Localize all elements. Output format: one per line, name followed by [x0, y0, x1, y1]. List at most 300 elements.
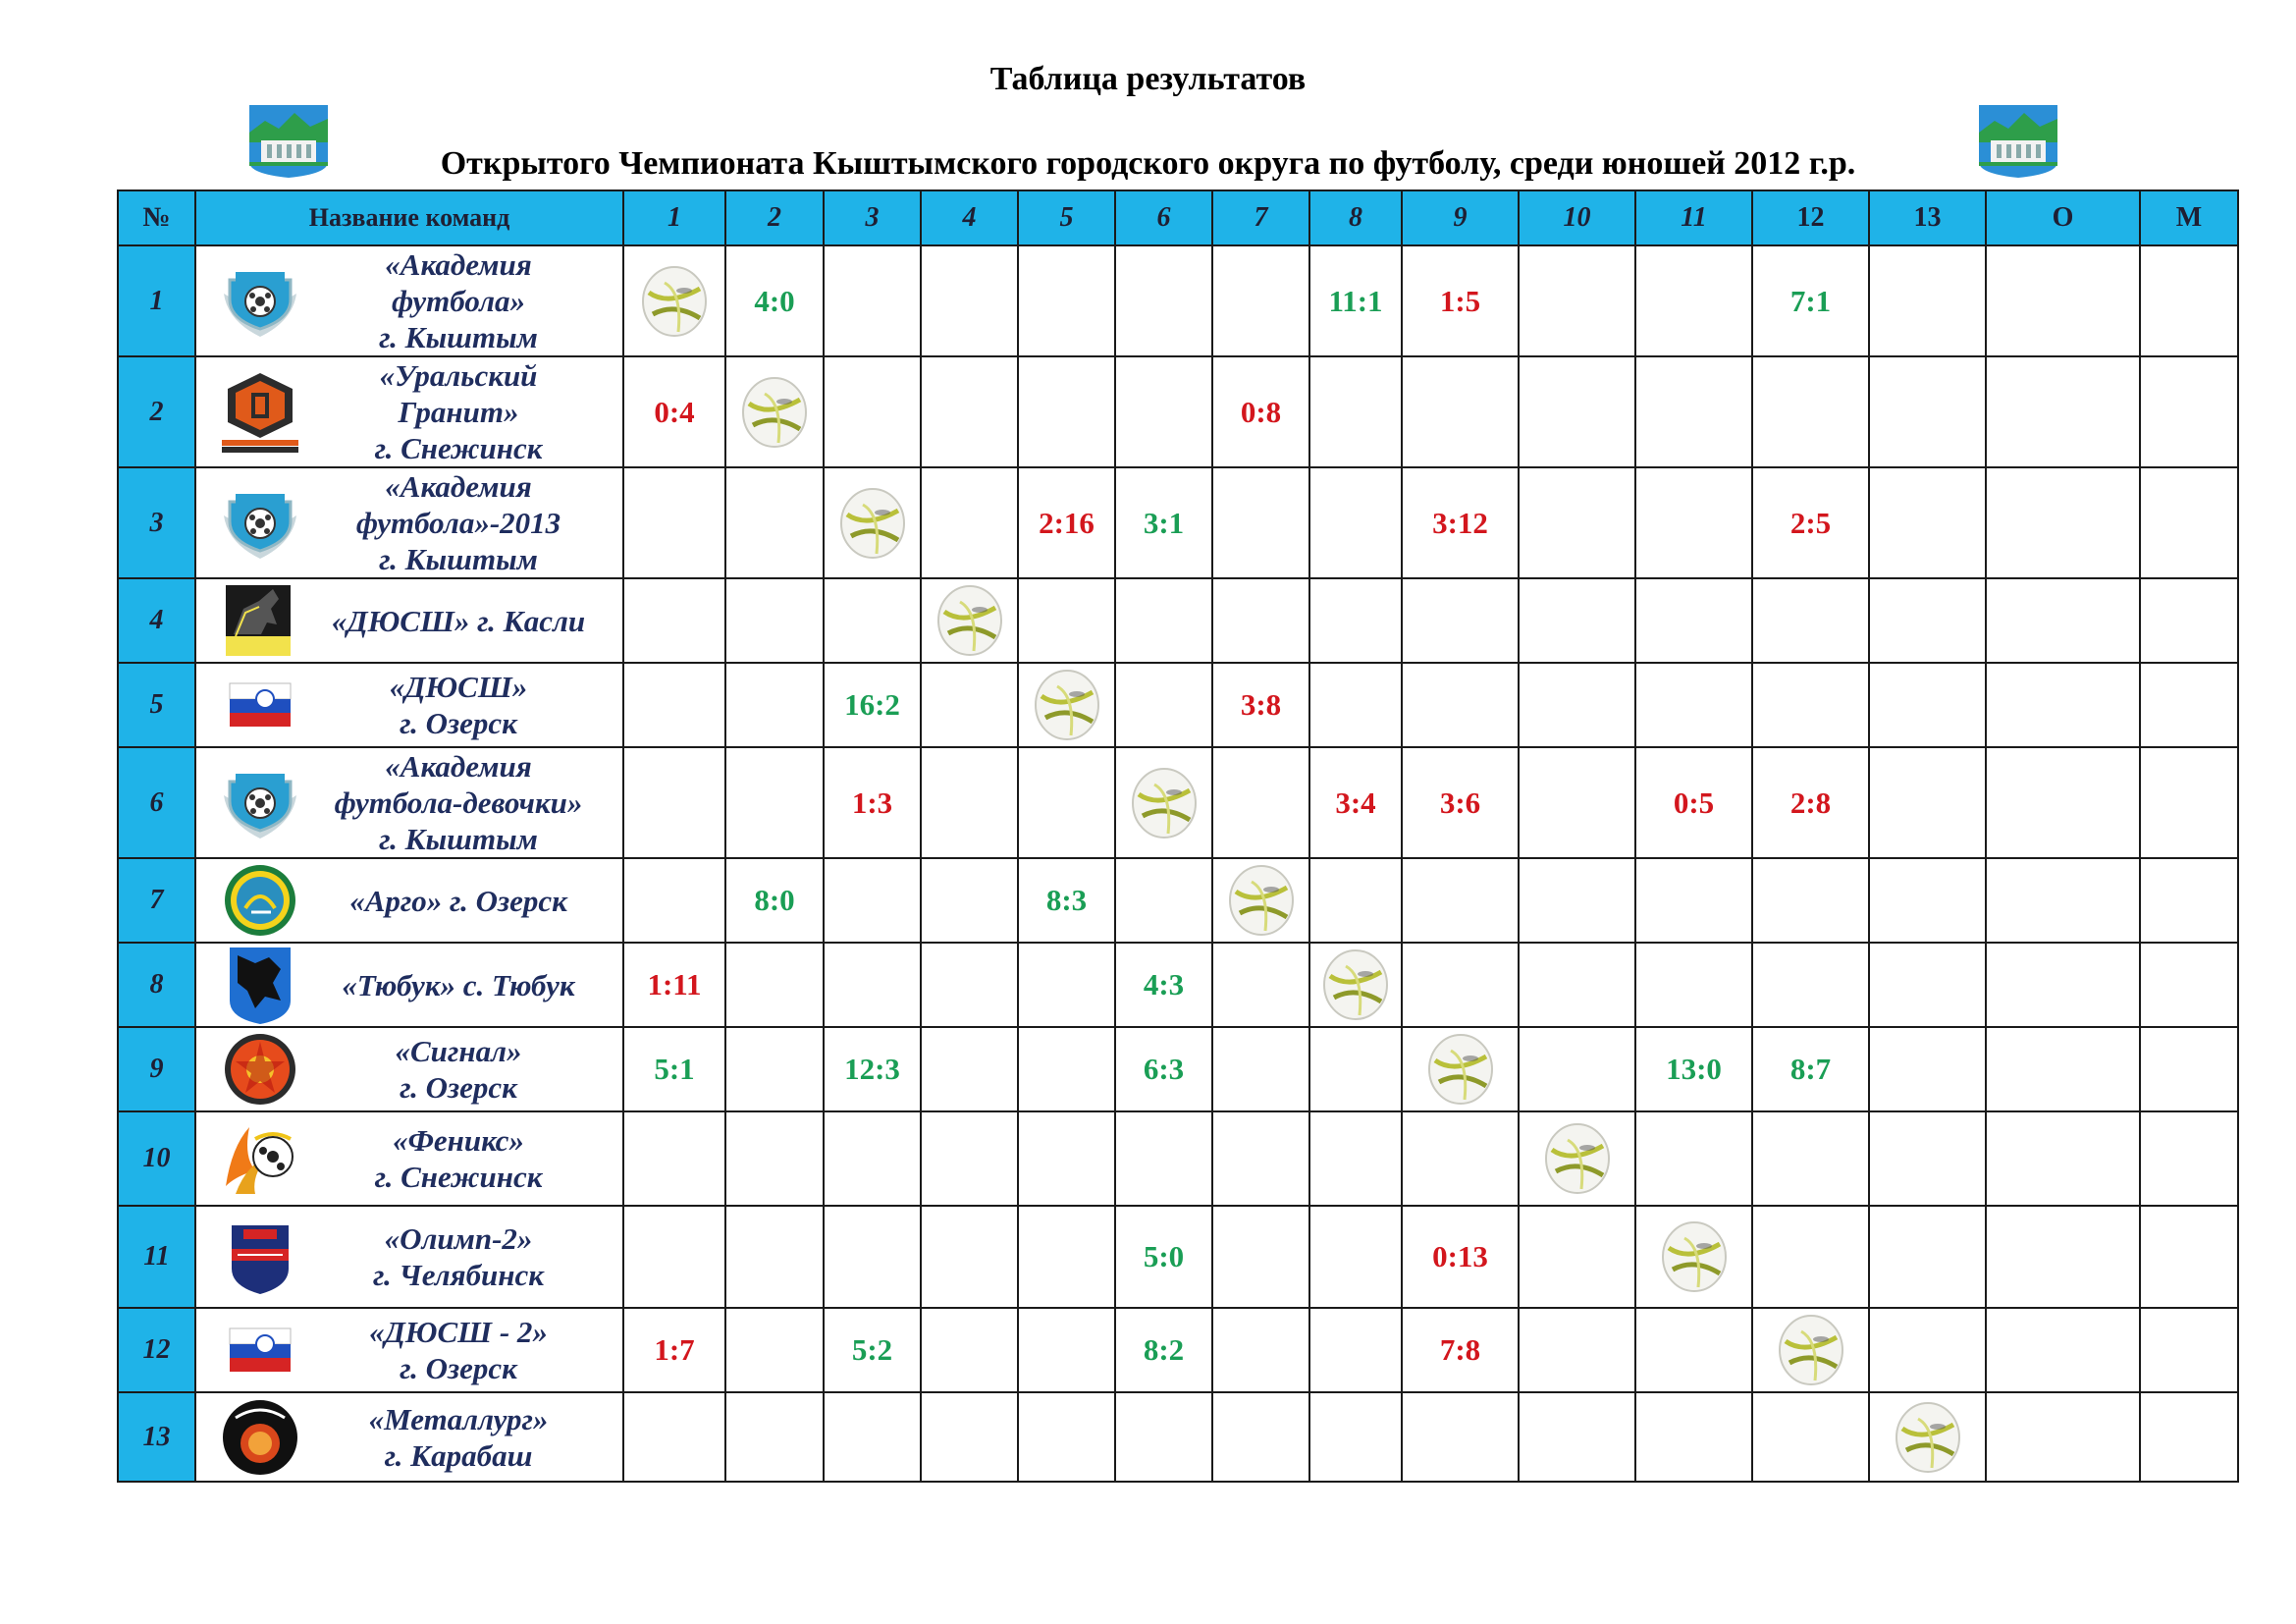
place-cell [2140, 467, 2238, 578]
row-number: 5 [118, 663, 195, 747]
team-cell [195, 1206, 623, 1308]
score-cell: 0:5 [1635, 747, 1752, 858]
score-cell: 7:1 [1752, 245, 1869, 356]
team-name-line: «Академия [385, 469, 532, 504]
kasli-logo-icon [216, 579, 304, 662]
table-row [118, 747, 2238, 858]
header-col: 10 [1519, 190, 1635, 245]
header-points: О [1986, 190, 2140, 245]
score-cell [1309, 467, 1402, 578]
score-cell [1519, 245, 1635, 356]
score-cell: 8:7 [1752, 1027, 1869, 1111]
points-cell [1986, 663, 2140, 747]
score-cell [1402, 1111, 1519, 1206]
team-name [304, 246, 622, 355]
team-cell [195, 1111, 623, 1206]
score-cell: 8:3 [1018, 858, 1115, 943]
place-cell [2140, 1308, 2238, 1392]
score-cell [1018, 1111, 1115, 1206]
team-name [304, 1314, 622, 1386]
score-cell [824, 1206, 921, 1308]
score-cell [921, 245, 1018, 356]
score-cell [1115, 1392, 1212, 1482]
team-name-line: «Академия [385, 749, 532, 784]
team-name [304, 748, 622, 857]
score-cell [1519, 943, 1635, 1027]
score-cell [1115, 245, 1212, 356]
team-name-line: г. Снежинск [374, 431, 543, 465]
score-cell [1402, 943, 1519, 1027]
score-cell: 5:1 [623, 1027, 725, 1111]
score-cell [1309, 1027, 1402, 1111]
team-name [304, 1220, 622, 1293]
table-row [118, 663, 2238, 747]
score-cell [1018, 1308, 1115, 1392]
header-col: 12 [1752, 190, 1869, 245]
football-ball-icon [1212, 858, 1309, 943]
team-name-line: г. Карабаш [384, 1437, 533, 1473]
football-ball-icon [1115, 747, 1212, 858]
score-cell: 3:1 [1115, 467, 1212, 578]
score-cell [1869, 1027, 1986, 1111]
table-row [118, 1206, 2238, 1308]
score-cell [1752, 1392, 1869, 1482]
score-cell [1752, 356, 1869, 467]
score-cell [824, 356, 921, 467]
row-number: 2 [118, 356, 195, 467]
row-number: 7 [118, 858, 195, 943]
score-cell [1635, 943, 1752, 1027]
score-cell [623, 467, 725, 578]
points-cell [1986, 1027, 2140, 1111]
signal-logo-icon [216, 1028, 304, 1110]
table-row [118, 1392, 2238, 1482]
score-cell [824, 858, 921, 943]
row-number: 3 [118, 467, 195, 578]
points-cell [1986, 1111, 2140, 1206]
score-cell [1869, 356, 1986, 467]
results-table [117, 189, 2239, 1483]
team-name-line: Гранит» [398, 395, 519, 429]
header-col: 4 [921, 190, 1018, 245]
place-cell [2140, 1027, 2238, 1111]
score-cell [1212, 1111, 1309, 1206]
score-cell [623, 1111, 725, 1206]
score-cell [725, 1027, 824, 1111]
score-cell [1519, 663, 1635, 747]
score-cell [1018, 245, 1115, 356]
team-name [304, 468, 622, 577]
place-cell [2140, 663, 2238, 747]
score-cell: 3:8 [1212, 663, 1309, 747]
table-row [118, 578, 2238, 663]
place-cell [2140, 1206, 2238, 1308]
score-cell: 0:8 [1212, 356, 1309, 467]
score-cell [1519, 1206, 1635, 1308]
header-col: 3 [824, 190, 921, 245]
team-cell [195, 858, 623, 943]
team-name-line: «Академия [385, 247, 532, 282]
score-cell: 4:3 [1115, 943, 1212, 1027]
feniks-logo-icon [216, 1117, 304, 1200]
akademiya-logo-icon [216, 482, 304, 565]
row-number: 9 [118, 1027, 195, 1111]
team-name [304, 883, 622, 919]
header-col: 2 [725, 190, 824, 245]
score-cell [1212, 747, 1309, 858]
team-name-line: г. Снежинск [374, 1160, 543, 1194]
score-cell [1519, 1027, 1635, 1111]
score-cell [921, 858, 1018, 943]
team-cell [195, 1392, 623, 1482]
score-cell [1869, 943, 1986, 1027]
row-number: 13 [118, 1392, 195, 1482]
score-cell [1115, 1111, 1212, 1206]
team-name-line: г. Кыштым [379, 542, 538, 576]
football-ball-icon [1018, 663, 1115, 747]
team-name-line: г. Челябинск [373, 1258, 544, 1292]
row-number: 4 [118, 578, 195, 663]
score-cell [623, 858, 725, 943]
team-name-line: «Сигнал» [395, 1034, 522, 1068]
row-number: 11 [118, 1206, 195, 1308]
team-name-line: «ДЮСШ» [389, 670, 528, 704]
team-name-line: г. Кыштым [379, 822, 538, 856]
score-cell [725, 1392, 824, 1482]
score-cell: 1:11 [623, 943, 725, 1027]
score-cell [725, 943, 824, 1027]
score-cell [1869, 858, 1986, 943]
header-col: 8 [1309, 190, 1402, 245]
points-cell [1986, 1206, 2140, 1308]
score-cell [921, 1206, 1018, 1308]
score-cell: 2:8 [1752, 747, 1869, 858]
score-cell: 1:3 [824, 747, 921, 858]
score-cell: 8:2 [1115, 1308, 1212, 1392]
points-cell [1986, 356, 2140, 467]
score-cell [1309, 1206, 1402, 1308]
score-cell [1309, 663, 1402, 747]
place-cell [2140, 578, 2238, 663]
score-cell [1212, 245, 1309, 356]
header-col: 11 [1635, 190, 1752, 245]
team-name-line: «Уральский [379, 358, 538, 393]
score-cell [1115, 356, 1212, 467]
score-cell [1635, 578, 1752, 663]
score-cell [921, 1392, 1018, 1482]
score-cell [1402, 663, 1519, 747]
score-cell [1212, 1027, 1309, 1111]
score-cell: 3:4 [1309, 747, 1402, 858]
score-cell [725, 1111, 824, 1206]
score-cell: 0:4 [623, 356, 725, 467]
team-name [304, 603, 622, 639]
table-header-row [118, 190, 2238, 245]
football-ball-icon [1752, 1308, 1869, 1392]
score-cell [921, 1027, 1018, 1111]
points-cell [1986, 578, 2140, 663]
tyubuk-logo-icon [216, 944, 304, 1026]
team-name [304, 1122, 622, 1195]
football-ball-icon [824, 467, 921, 578]
score-cell [1752, 1206, 1869, 1308]
place-cell [2140, 1111, 2238, 1206]
football-ball-icon [1402, 1027, 1519, 1111]
football-ball-icon [1519, 1111, 1635, 1206]
akademiya-logo-icon [216, 762, 304, 844]
football-ball-icon [921, 578, 1018, 663]
score-cell: 2:16 [1018, 467, 1115, 578]
score-cell [725, 1308, 824, 1392]
team-name-line: «ДЮСШ» г. Касли [331, 603, 586, 638]
score-cell [725, 1206, 824, 1308]
score-cell: 6:3 [1115, 1027, 1212, 1111]
score-cell [725, 578, 824, 663]
score-cell: 2:5 [1752, 467, 1869, 578]
score-cell [1402, 578, 1519, 663]
score-cell [1018, 1392, 1115, 1482]
team-name-line: «ДЮСШ - 2» [369, 1315, 548, 1349]
team-name-line: футбола-девочки» [334, 785, 583, 820]
table-row [118, 858, 2238, 943]
score-cell [1635, 356, 1752, 467]
points-cell [1986, 943, 2140, 1027]
score-cell [1869, 663, 1986, 747]
score-cell: 0:13 [1402, 1206, 1519, 1308]
akademiya-logo-icon [216, 260, 304, 343]
table-body [118, 245, 2238, 1482]
team-name-line: «Феникс» [393, 1123, 524, 1158]
score-cell [725, 663, 824, 747]
football-ball-icon [1309, 943, 1402, 1027]
place-cell [2140, 858, 2238, 943]
score-cell [1402, 858, 1519, 943]
team-name-line: г. Озерск [400, 1351, 517, 1385]
score-cell [1115, 663, 1212, 747]
argo-logo-icon [216, 859, 304, 942]
score-cell [1402, 1392, 1519, 1482]
score-cell [921, 663, 1018, 747]
score-cell: 1:7 [623, 1308, 725, 1392]
score-cell [1018, 1027, 1115, 1111]
place-cell [2140, 1392, 2238, 1482]
score-cell: 5:2 [824, 1308, 921, 1392]
score-cell [1212, 943, 1309, 1027]
team-name-line: г. Озерск [400, 706, 517, 740]
team-cell [195, 1027, 623, 1111]
football-ball-icon [1635, 1206, 1752, 1308]
score-cell [725, 467, 824, 578]
team-cell [195, 1308, 623, 1392]
score-cell [1752, 1111, 1869, 1206]
table-row [118, 943, 2238, 1027]
score-cell [1018, 747, 1115, 858]
team-cell [195, 356, 623, 467]
score-cell [824, 1111, 921, 1206]
team-name-line: г. Кыштым [379, 320, 538, 354]
table-row [118, 467, 2238, 578]
score-cell [1519, 1392, 1635, 1482]
score-cell: 11:1 [1309, 245, 1402, 356]
table-row [118, 1027, 2238, 1111]
team-name-line: «Арго» г. Озерск [349, 883, 567, 918]
score-cell [1752, 663, 1869, 747]
score-cell [1309, 578, 1402, 663]
team-name-line: «Тюбук» с. Тюбук [342, 967, 575, 1002]
score-cell [725, 747, 824, 858]
table-row [118, 245, 2238, 356]
score-cell [1212, 1392, 1309, 1482]
score-cell [1115, 858, 1212, 943]
score-cell: 12:3 [824, 1027, 921, 1111]
score-cell [921, 356, 1018, 467]
score-cell [1115, 578, 1212, 663]
score-cell [1869, 578, 1986, 663]
score-cell [1519, 356, 1635, 467]
score-cell [1635, 1111, 1752, 1206]
score-cell: 8:0 [725, 858, 824, 943]
score-cell [1212, 467, 1309, 578]
score-cell [824, 1392, 921, 1482]
team-name-line: футбола»-2013 [355, 506, 561, 540]
score-cell [1635, 245, 1752, 356]
score-cell [824, 943, 921, 1027]
page-title: Таблица результатов [989, 61, 1307, 97]
football-ball-icon [1869, 1392, 1986, 1482]
score-cell [824, 578, 921, 663]
row-number: 1 [118, 245, 195, 356]
ozersk-flag-logo-icon [216, 664, 304, 746]
team-cell [195, 663, 623, 747]
score-cell [1519, 1308, 1635, 1392]
score-cell [921, 943, 1018, 1027]
olimp-logo-icon [216, 1216, 304, 1298]
score-cell [1212, 1206, 1309, 1308]
score-cell [1519, 858, 1635, 943]
score-cell [1018, 356, 1115, 467]
points-cell [1986, 747, 2140, 858]
team-cell [195, 578, 623, 663]
score-cell: 5:0 [1115, 1206, 1212, 1308]
score-cell: 3:12 [1402, 467, 1519, 578]
team-name [304, 357, 622, 466]
team-name [304, 967, 622, 1003]
team-name-line: г. Озерск [400, 1070, 517, 1105]
team-cell [195, 943, 623, 1027]
header-place: М [2140, 190, 2238, 245]
team-name [304, 669, 622, 741]
score-cell [1869, 747, 1986, 858]
row-number: 8 [118, 943, 195, 1027]
page-subtitle: Открытого Чемпионата Кыштымского городского округа по футболу, среди юношей 2012 г.р. [440, 145, 1856, 182]
table-row [118, 1111, 2238, 1206]
score-cell [1309, 356, 1402, 467]
score-cell [1752, 578, 1869, 663]
score-cell [1869, 1111, 1986, 1206]
header-col: 1 [623, 190, 725, 245]
header-team: Название команд [195, 190, 623, 245]
score-cell [623, 663, 725, 747]
score-cell [1869, 245, 1986, 356]
team-name-line: футбола» [392, 284, 525, 318]
score-cell [1402, 356, 1519, 467]
header-col: 5 [1018, 190, 1115, 245]
row-number: 12 [118, 1308, 195, 1392]
team-cell [195, 245, 623, 356]
score-cell [1018, 578, 1115, 663]
points-cell [1986, 858, 2140, 943]
header-col: 7 [1212, 190, 1309, 245]
team-name-line: «Олимп-2» [384, 1221, 533, 1256]
row-number: 10 [118, 1111, 195, 1206]
place-cell [2140, 943, 2238, 1027]
team-cell [195, 467, 623, 578]
points-cell [1986, 245, 2140, 356]
score-cell [1309, 1308, 1402, 1392]
score-cell [1519, 747, 1635, 858]
score-cell [1018, 943, 1115, 1027]
points-cell [1986, 1392, 2140, 1482]
score-cell [1018, 1206, 1115, 1308]
place-cell [2140, 747, 2238, 858]
uralskiy-granit-logo-icon [216, 371, 304, 454]
score-cell [921, 1308, 1018, 1392]
score-cell [1519, 578, 1635, 663]
score-cell [1752, 858, 1869, 943]
header-col: 13 [1869, 190, 1986, 245]
points-cell [1986, 1308, 2140, 1392]
score-cell [921, 1111, 1018, 1206]
score-cell [1212, 578, 1309, 663]
score-cell [623, 747, 725, 858]
header-col: 9 [1402, 190, 1519, 245]
score-cell: 7:8 [1402, 1308, 1519, 1392]
score-cell [623, 1206, 725, 1308]
place-cell [2140, 356, 2238, 467]
score-cell: 16:2 [824, 663, 921, 747]
score-cell [1635, 858, 1752, 943]
score-cell [623, 1392, 725, 1482]
row-number: 6 [118, 747, 195, 858]
score-cell [1869, 1308, 1986, 1392]
score-cell: 1:5 [1402, 245, 1519, 356]
header-num: № [118, 190, 195, 245]
team-name-line: «Металлург» [368, 1401, 549, 1436]
team-cell [195, 747, 623, 858]
place-cell [2140, 245, 2238, 356]
score-cell [1212, 1308, 1309, 1392]
table-row [118, 356, 2238, 467]
score-cell [1309, 1392, 1402, 1482]
score-cell [1869, 1206, 1986, 1308]
score-cell [1519, 467, 1635, 578]
score-cell [1309, 858, 1402, 943]
score-cell: 3:6 [1402, 747, 1519, 858]
team-name [304, 1033, 622, 1106]
score-cell: 4:0 [725, 245, 824, 356]
score-cell [1635, 1392, 1752, 1482]
score-cell [1635, 663, 1752, 747]
table-row [118, 1308, 2238, 1392]
ozersk-flag-logo-icon [216, 1309, 304, 1391]
football-ball-icon [623, 245, 725, 356]
score-cell [1635, 467, 1752, 578]
score-cell [623, 578, 725, 663]
score-cell [1869, 467, 1986, 578]
score-cell [1309, 1111, 1402, 1206]
score-cell [824, 245, 921, 356]
team-name [304, 1401, 622, 1474]
